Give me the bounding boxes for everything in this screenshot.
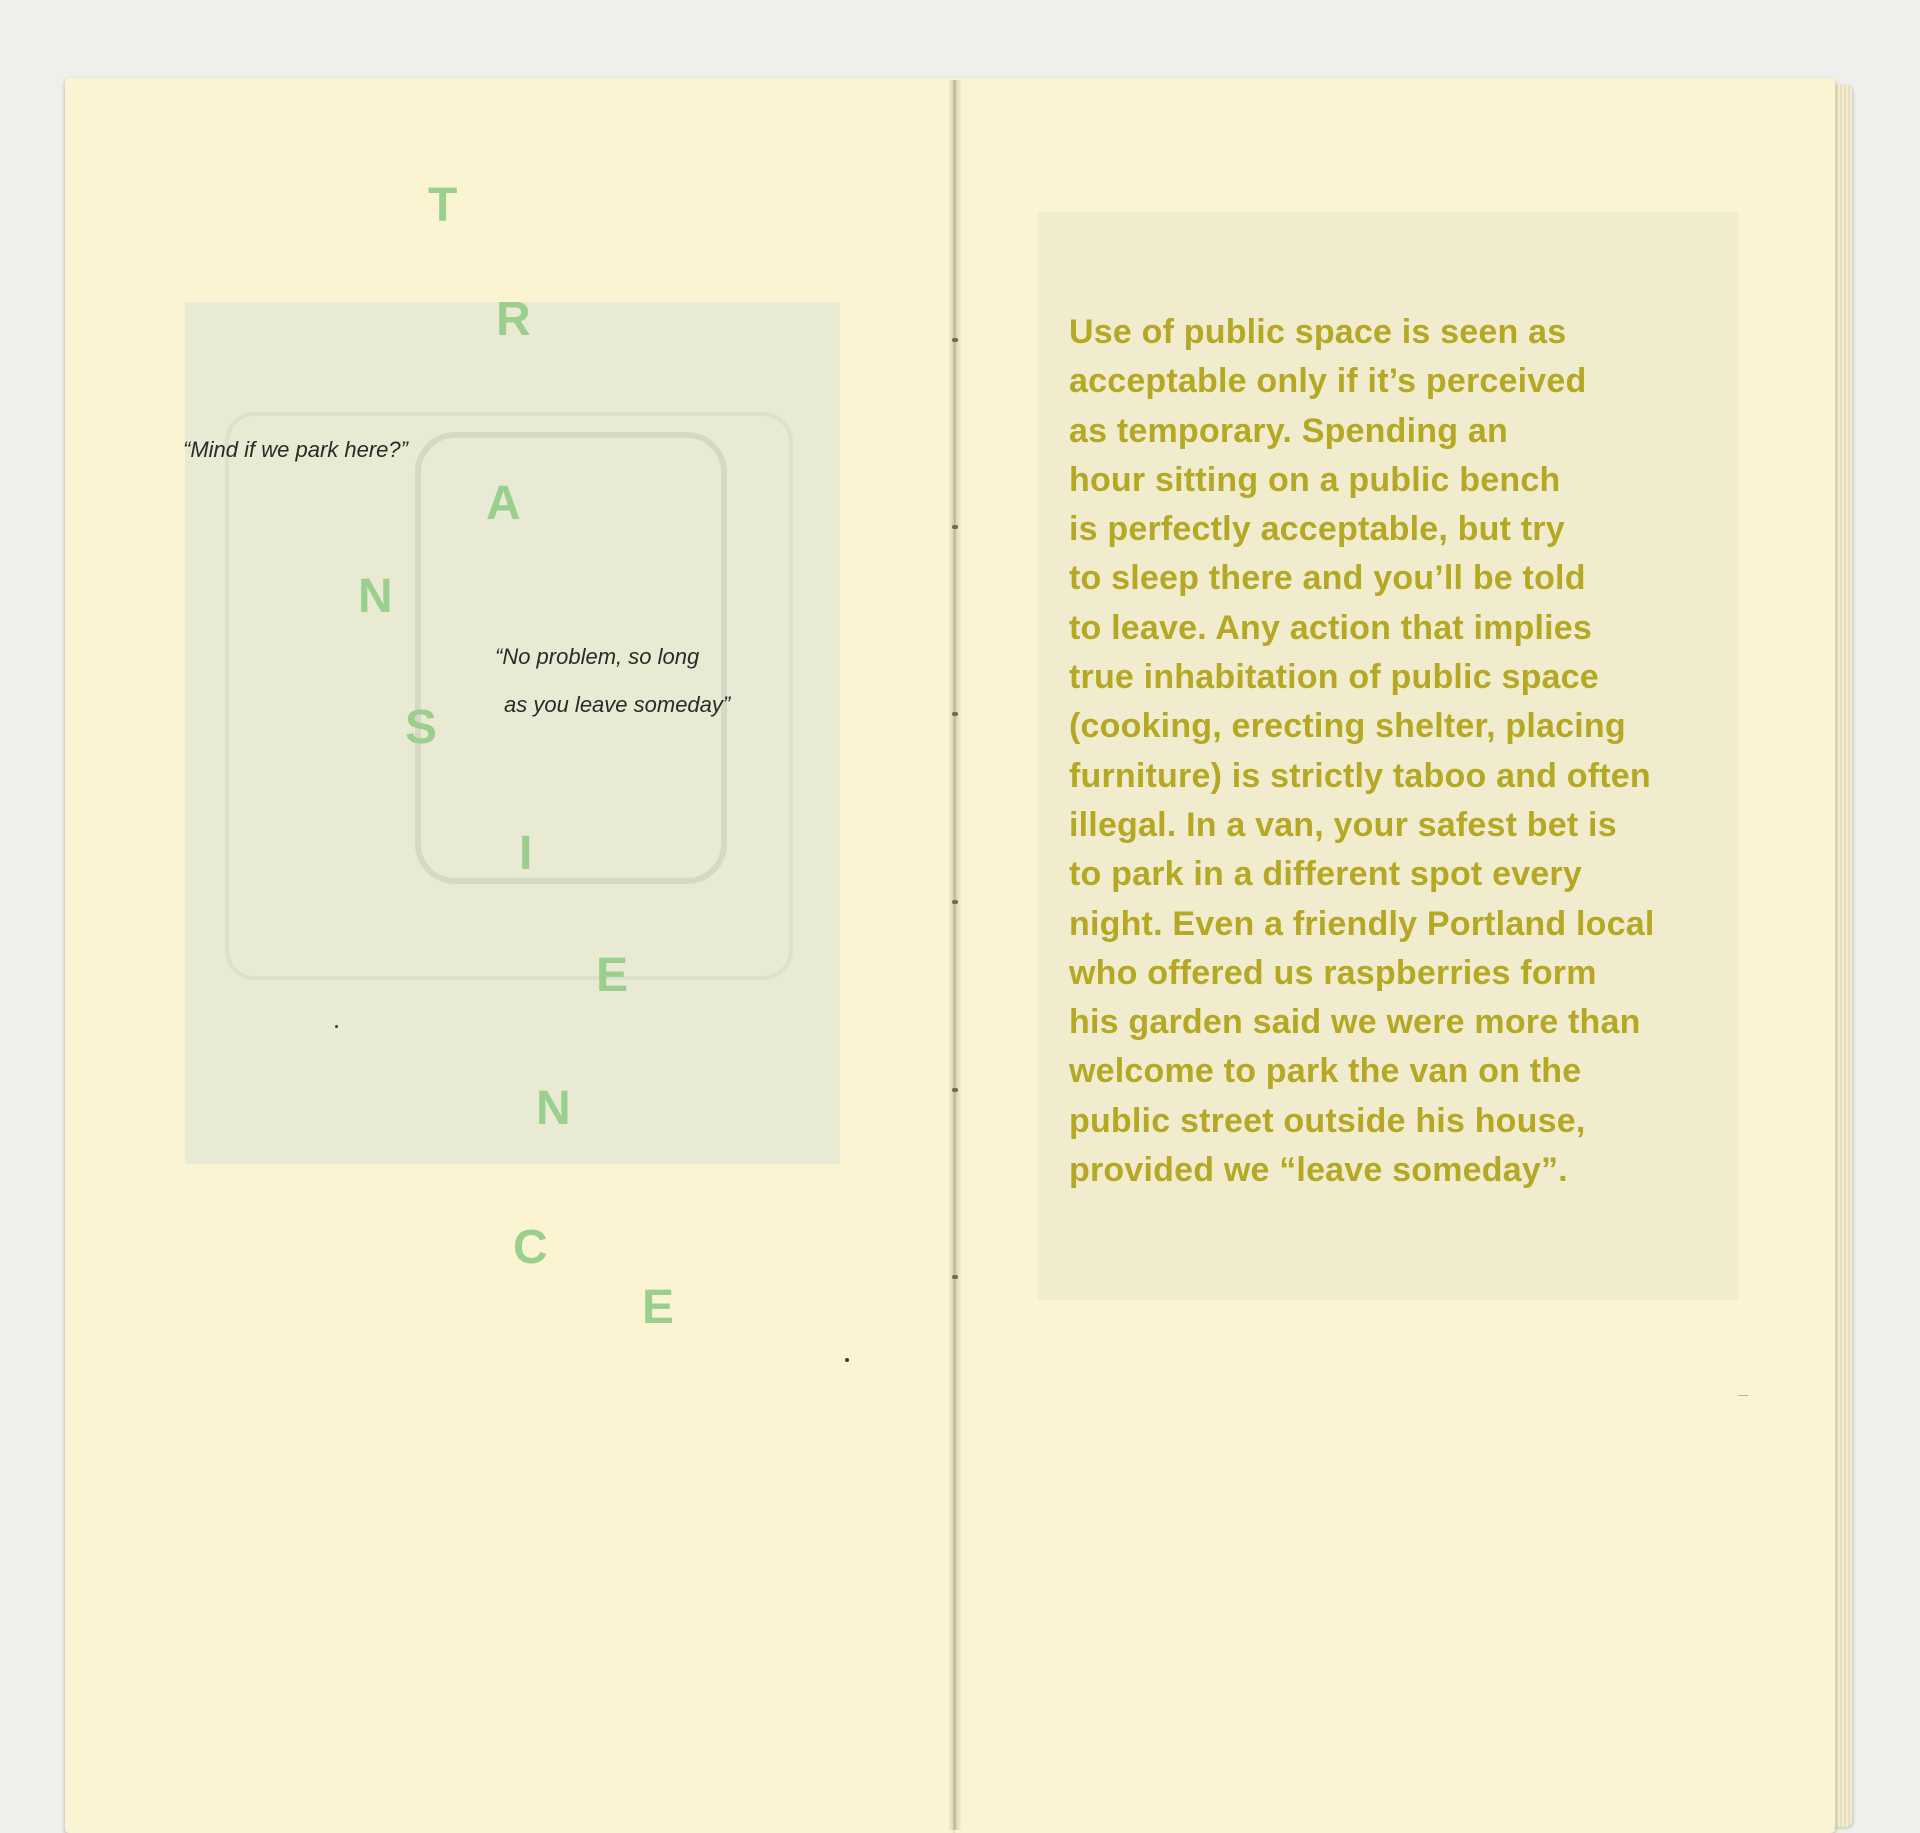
title-letter: N [358,570,393,623]
quote-no-problem-line-2: as you leave someday” [504,692,731,717]
title-letter: T [428,179,458,232]
binding-stitch [952,1088,958,1092]
binding-stitch [952,525,958,529]
essay-body-text [1069,308,1829,1195]
body-line: is perfectly acceptable, but try [1069,510,1565,549]
binding-stitch [952,338,958,342]
body-line: public street outside his house, [1069,1101,1586,1140]
title-letter: S [405,701,438,754]
title-letter: N [536,1082,571,1135]
body-line: acceptable only if it’s perceived [1069,362,1587,401]
title-letter: E [642,1281,675,1334]
body-line: his garden said we were more than [1069,1003,1641,1042]
body-line: to park in a different spot every [1069,855,1582,894]
body-line: welcome to park the van on the [1069,1052,1582,1091]
quote-no-problem-line-1: “No problem, so long [495,644,700,669]
left-page-faded-photo [185,302,840,1164]
binding-stitch [952,712,958,716]
body-line: as temporary. Spending an [1069,411,1508,450]
paper-speck [1738,1395,1748,1396]
binding-stitch [952,900,958,904]
body-line: true inhabitation of public space [1069,658,1599,697]
body-line: to leave. Any action that implies [1069,608,1593,647]
body-line: provided we “leave someday”. [1069,1151,1568,1190]
quote-mind-if-we-park: “Mind if we park here?” [183,437,408,462]
body-line: Use of public space is seen as [1069,313,1567,351]
title-letter: A [486,477,521,530]
binding-stitch [952,1275,958,1279]
body-line: who offered us raspberries form [1069,953,1597,992]
title-letter: E [596,949,629,1002]
title-letter: I [519,827,533,880]
body-line: night. Even a friendly Portland local [1069,904,1655,943]
body-line: (cooking, erecting shelter, placing [1069,707,1626,746]
body-line: furniture) is strictly taboo and often [1069,756,1651,795]
body-line: illegal. In a van, your safest bet is [1069,805,1617,844]
paper-speck [335,1025,338,1028]
body-line: hour sitting on a public bench [1069,460,1561,499]
title-letter: C [513,1221,548,1274]
book-gutter [948,80,962,1830]
body-line: to sleep there and you’ll be told [1069,559,1586,598]
paper-speck [845,1358,849,1362]
title-letter: R [496,293,531,346]
